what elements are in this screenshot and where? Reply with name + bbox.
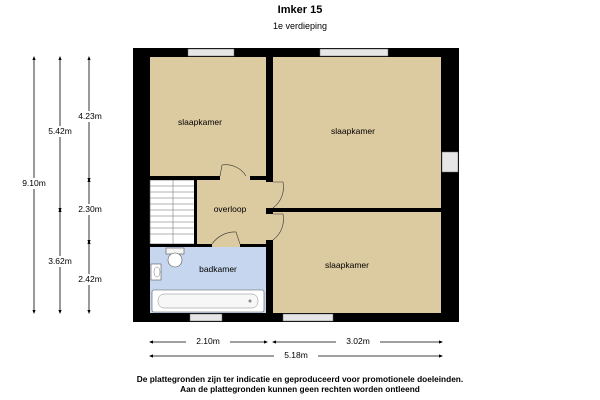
- dim-vertical-a: 4.23m: [78, 111, 102, 121]
- dim-vertical-lower: 3.62m: [48, 256, 72, 266]
- interior-wall-right: [273, 208, 441, 212]
- stairs: [150, 180, 196, 244]
- disclaimer-line-2: Aan de plattegronden kunnen geen rechten worden ontleend: [180, 384, 420, 394]
- sink: [151, 264, 161, 280]
- disclaimer-line-1: De plattegronden zijn ter indicatie en geproduceerd voor promotionele doeleinden.: [136, 374, 464, 384]
- floor-label: 1e verdieping: [272, 21, 328, 31]
- door-opening-bedroom-top-right: [266, 182, 273, 208]
- door-opening-bedroom-top-left: [220, 176, 250, 180]
- plan-title: Imker 15: [277, 4, 323, 16]
- bathtub: [152, 290, 264, 312]
- disclaimer: [0, 374, 600, 394]
- interior-wall-stairs: [194, 180, 197, 244]
- label-bathroom: badkamer: [199, 264, 237, 274]
- dim-vertical-c: 2.42m: [78, 274, 102, 284]
- dim-horizontal-total: 5.18m: [284, 350, 308, 360]
- door-opening-bedroom-bottom-right: [266, 214, 273, 240]
- dim-horizontal-right: 3.02m: [346, 336, 370, 346]
- dim-vertical-total: 9.10m: [22, 178, 46, 188]
- door-opening-bathroom: [212, 244, 240, 247]
- label-bedroom-bottom-right: slaapkamer: [325, 260, 369, 270]
- label-bedroom-top-left: slaapkamer: [178, 117, 222, 127]
- dim-vertical-upper: 5.42m: [48, 126, 72, 136]
- label-bedroom-top-right: slaapkamer: [331, 126, 375, 136]
- interior-wall-bath: [150, 244, 266, 247]
- dim-horizontal-left: 2.10m: [196, 336, 220, 346]
- dim-vertical-b: 2.30m: [78, 204, 102, 214]
- label-landing: overloop: [213, 204, 247, 214]
